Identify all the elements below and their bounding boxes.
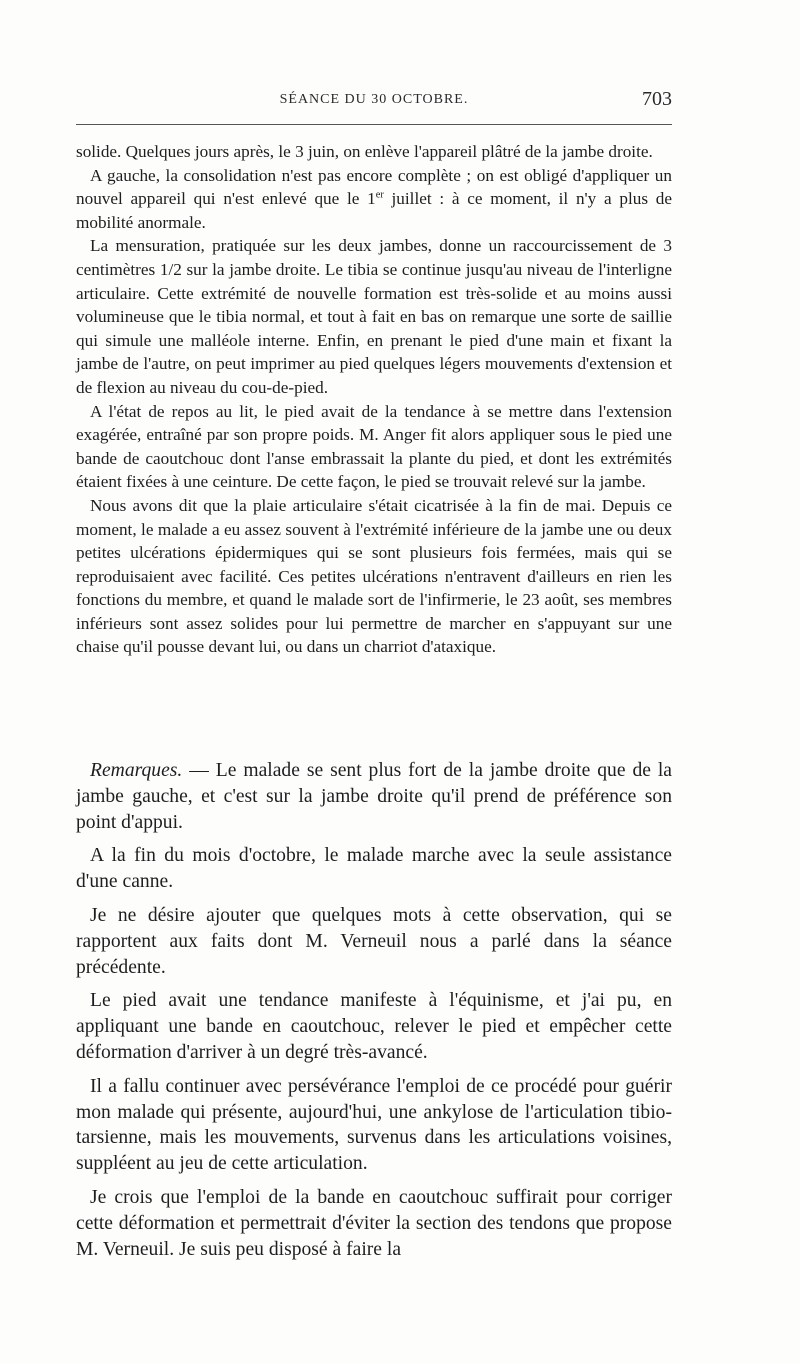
paragraph: Je ne désire ajouter que quelques mots à cette observation, qui se rapportent aux faits dont M. Verneuil nous a parlé dans la séance précédente. bbox=[76, 904, 672, 978]
paragraph: La mensuration, pratiquée sur les deux jambes, donne un raccourcissement de 3 centimètres 1/2 sur la jambe droite. Le tibia se continue jusqu'au niveau de l'interligne articulaire. Cette extrémité de nouvelle formation est très-solide et au moins aussi volumineuse que le tibia normal, et tout à fait en bas on remarque une sorte de saillie qui simule une malléole interne. Enfin, en prenant le pied d'une main et fixant la jambe de l'autre, on peut imprimer au pied quelques légers mouvements d'extension et de flexion au niveau du cou-de-pied. bbox=[76, 236, 672, 397]
running-title: SÉANCE DU 30 OCTOBRE. bbox=[279, 92, 469, 107]
remarks-section bbox=[76, 758, 672, 1270]
header-rule bbox=[76, 124, 672, 125]
paragraph: Le pied avait une tendance manifeste à l'équinisme, et j'ai pu, en appliquant une bande en caoutchouc, relever le pied et empêcher cette déformation d'arriver à un degré très-avancé. bbox=[76, 990, 672, 1063]
paragraph: A l'état de repos au lit, le pied avait de la tendance à se mettre dans l'extension exagérée, entraîné par son propre poids. M. Anger fit alors appliquer sous le pied une bande de caoutchouc dont l'anse embrassait la plante du pied, et dont les extrémités étaient fixées à une ceinture. De cette façon, le pied se trouvait relevé sur la jambe. bbox=[76, 401, 672, 492]
paragraph: Je crois que l'emploi de la bande en caoutchouc suffirait pour corriger cette déformation et permettrait d'éviter la section des tendons que propose M. Verneuil. Je suis peu disposé à faire la bbox=[76, 1186, 672, 1260]
page-header bbox=[76, 88, 672, 114]
text-span: A gauche, la consolidation n'est pas encore complète ; on est obligé d'appliquer un nouvel appareil qui n'est enlevé que le 1 bbox=[76, 165, 672, 209]
paragraph bbox=[76, 758, 672, 835]
paragraph: Il a fallu continuer avec persévérance l'emploi de ce procédé pour guérir mon malade qui présente, aujourd'hui, une ankylose de l'articulation tibio-tarsienne, mais les mouvements, survenus dans les articulations voisines, suppléent au jeu de cette articulation. bbox=[76, 1075, 672, 1175]
paragraph: Nous avons dit que la plaie articulaire s'était cicatrisée à la fin de mai. Depuis ce moment, le malade a eu assez souvent à l'extrémité inférieure de la jambe une ou deux petites ulcérations épidermiques qui se sont plusieurs fois fermées, mais qui se reproduisaient avec facilité. Ces petites ulcérations n'entravent d'ailleurs en rien les fonctions du membre, et quand le malade sort de l'infirmerie, le 23 août, ses membres inférieurs sont assez solides pour lui permettre de marcher en s'appuyant sur une chaise qu'il pousse devant lui, ou dans un charriot d'ataxique. bbox=[76, 495, 672, 657]
remarks-heading: Remarques. bbox=[90, 760, 183, 781]
text-span: — Le malade se sent plus fort de la jambe droite que de la jambe gauche, et c'est sur la jambe droite qu'il prend de préférence son point d'appui. bbox=[76, 760, 672, 833]
text-span: juillet : à ce moment, il n'y a plus de mobilité anormale. bbox=[76, 189, 672, 232]
page-number: 703 bbox=[642, 88, 672, 110]
observation-section bbox=[76, 140, 672, 659]
paragraph: solide. Quelques jours après, le 3 juin, on enlève l'appareil plâtré de la jambe droite. bbox=[76, 142, 653, 161]
paragraph bbox=[76, 164, 672, 235]
paragraph: A la fin du mois d'octobre, le malade marche avec la seule assistance d'une canne. bbox=[76, 845, 672, 893]
superscript: er bbox=[375, 189, 384, 201]
